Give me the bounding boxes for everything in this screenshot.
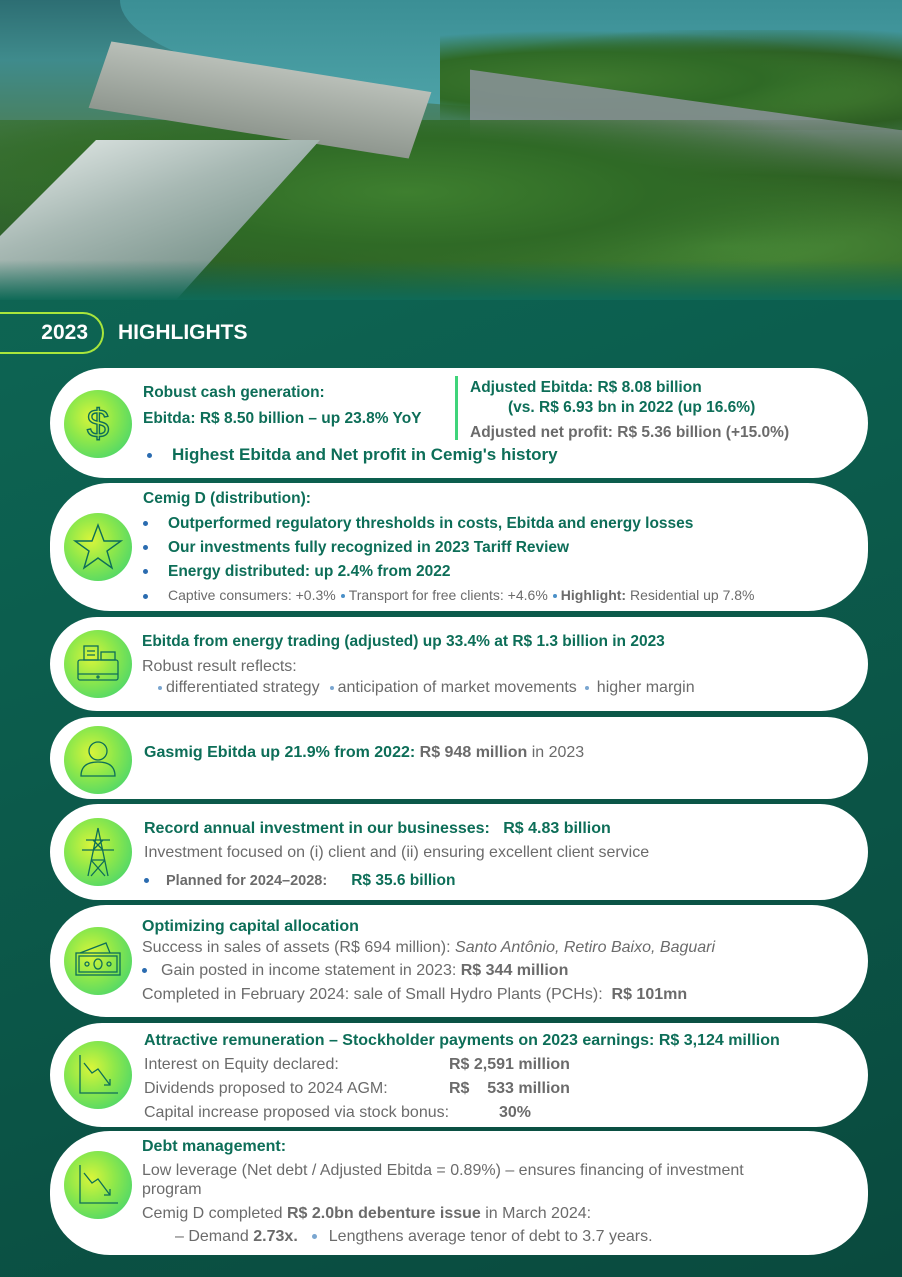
banknote-icon <box>64 927 132 995</box>
card-debt-management <box>50 1131 868 1255</box>
card5-heading: Record annual investment in our businesses: R$ 4.83 billion <box>144 820 611 837</box>
card-cash-generation <box>50 368 868 478</box>
card-cemig-d <box>50 483 868 611</box>
card5-bullet: Planned for 2024–2028: R$ 35.6 billion <box>144 872 455 890</box>
star-icon <box>64 513 132 581</box>
card1-adj-ebitda-vs: (vs. R$ 6.93 bn in 2022 (up 16.6%) <box>508 399 756 416</box>
card7-row-value: R$ 2,591 million <box>449 1056 570 1073</box>
list-item: Outperformed regulatory thresholds in costs, Ebitda and energy losses <box>143 515 693 533</box>
declining-chart-icon <box>64 1041 132 1109</box>
card2-heading: Cemig D (distribution): <box>143 490 311 507</box>
section-header <box>0 312 400 354</box>
year-badge: 2023 <box>0 312 104 354</box>
card6-bullet: Gain posted in income statement in 2023: R$ 344 million <box>142 962 568 980</box>
card5-line: Investment focused on (i) client and (ii) ensuring excellent client service <box>144 844 650 861</box>
dollar-icon <box>64 390 132 458</box>
card1-bullet: Highest Ebitda and Net profit in Cemig's history <box>147 445 558 465</box>
card1-adj-ebitda: Adjusted Ebitda: R$ 8.08 billion <box>470 379 702 396</box>
card7-row-value: 30% <box>499 1104 532 1121</box>
divider <box>455 376 458 440</box>
list-item: Our investments fully recognized in 2023 Tariff Review <box>143 539 569 557</box>
card8-line1: Low leverage (Net debt / Adjusted Ebitda = 0.89%) – ensures financing of investment <box>142 1162 744 1179</box>
card3-items: differentiated strategy anticipation of market movements higher margin <box>158 679 695 697</box>
card7-row-label: Dividends proposed to 2024 AGM: <box>144 1080 388 1097</box>
card1-heading: Robust cash generation: <box>143 384 325 401</box>
card-gasmig <box>50 717 868 799</box>
card8-line1b: program <box>142 1181 202 1198</box>
card3-heading: Ebitda from energy trading (adjusted) up 33.4% at R$ 1.3 billion in 2023 <box>142 633 665 650</box>
card-remuneration <box>50 1023 868 1127</box>
person-icon <box>64 726 132 794</box>
card7-row-value: R$ 533 million <box>449 1080 570 1097</box>
card-investment <box>50 804 868 900</box>
list-item: Energy distributed: up 2.4% from 2022 <box>143 563 451 581</box>
transmission-tower-icon <box>64 818 132 886</box>
card7-heading: Attractive remuneration – Stockholder payments on 2023 earnings: R$ 3,124 million <box>144 1032 780 1049</box>
card8-heading: Debt management: <box>142 1138 287 1155</box>
card7-row-label: Capital increase proposed via stock bonus: <box>144 1104 450 1121</box>
card8-line2: Cemig D completed R$ 2.0bn debenture issue in March 2024: <box>142 1205 592 1222</box>
page-title: HIGHLIGHTS <box>118 321 248 344</box>
card6-heading: Optimizing capital allocation <box>142 918 359 935</box>
card4-line: Gasmig Ebitda up 21.9% from 2022: R$ 948 million in 2023 <box>144 744 585 761</box>
card-energy-trading <box>50 617 868 711</box>
card3-line: Robust result reflects: <box>142 658 297 675</box>
card6-line1: Success in sales of assets (R$ 694 million): Santo Antônio, Retiro Baixo, Baguari <box>142 939 716 956</box>
declining-chart-icon <box>64 1151 132 1219</box>
card2-sub: Captive consumers: +0.3% Transport for free clients: +4.6% Highlight: Residential up 7.8% <box>143 587 755 603</box>
card7-row-label: Interest on Equity declared: <box>144 1056 339 1073</box>
card6-line3: Completed in February 2024: sale of Small Hydro Plants (PCHs): R$ 101mn <box>142 986 688 1003</box>
card-capital-allocation <box>50 905 868 1017</box>
card8-line3: – Demand 2.73x. Lengthens average tenor of debt to 3.7 years. <box>175 1228 653 1245</box>
hero-photo-dam <box>0 0 902 300</box>
card1-ebitda: Ebitda: R$ 8.50 billion – up 23.8% YoY <box>143 410 422 427</box>
cash-register-icon <box>64 630 132 698</box>
card1-adj-net: Adjusted net profit: R$ 5.36 billion (+15.0%) <box>470 424 790 441</box>
svg-text:$: $ <box>86 402 110 446</box>
